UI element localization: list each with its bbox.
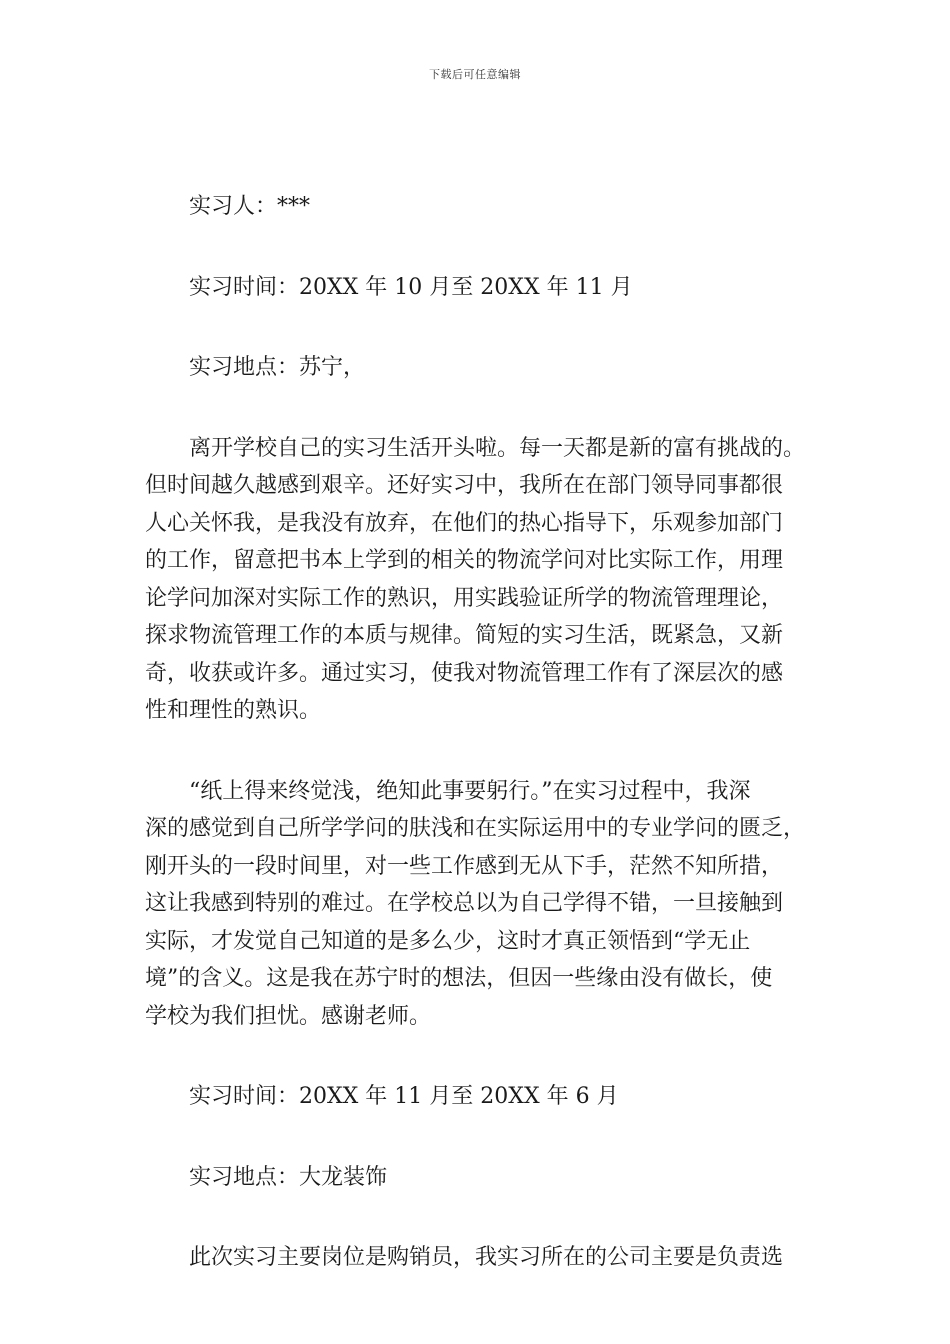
internship-time-line: 实习时间：20XX 年 10 月至 20XX 年 11 月	[189, 274, 633, 300]
paragraph-line: 实际，才发觉自己知道的是多么少，这时才真正领悟到“学无止	[145, 928, 751, 954]
internship-place-line-2: 实习地点：大龙装饰	[189, 1164, 388, 1190]
intern-line: 实习人：***	[189, 194, 311, 219]
paragraph-line: 人心关怀我，是我没有放弃，在他们的热心指导下，乐观参加部门	[145, 510, 784, 536]
paragraph-line: 这让我感到特别的难过。在学校总以为自己学得不错，一旦接触到	[145, 891, 784, 916]
paragraph-line: 奇，收获或许多。通过实习，使我对物流管理工作有了深层次的感	[145, 660, 784, 686]
page-header: 下载后可任意编辑	[429, 68, 521, 81]
paragraph-line: 离开学校自己的实习生活开头啦。每一天都是新的富有挑战的。	[189, 435, 806, 461]
internship-place-line: 实习地点：苏宁，	[189, 355, 366, 380]
paragraph-line: 境”的含义。这是我在苏宁时的想法，但因一些缘由没有做长，使	[145, 966, 773, 991]
paragraph-line: “纸上得来终觉浅，绝知此事要躬行。”在实习过程中，我深	[189, 778, 751, 804]
paragraph-line: 此次实习主要岗位是购销员，我实习所在的公司主要是负责选	[189, 1245, 784, 1270]
paragraph-line: 但时间越久越感到艰辛。还好实习中，我所在在部门领导同事都很	[145, 473, 784, 498]
document-body	[145, 188, 820, 1320]
paragraph-line: 性和理性的熟识。	[145, 698, 322, 723]
paragraph-reflection	[145, 773, 820, 1036]
internship-time-line-2: 实习时间：20XX 年 11 月至 20XX 年 6 月	[189, 1084, 619, 1109]
paragraph-line: 的工作，留意把书本上学到的相关的物流学问对比实际工作，用理	[145, 548, 784, 573]
paragraph-line: 刚开头的一段时间里，对一些工作感到无从下手，茫然不知所措，	[145, 853, 784, 879]
paragraph-suning-experience	[145, 430, 820, 730]
paragraph-line: 学校为我们担忧。感谢老师。	[145, 1003, 432, 1029]
paragraph-dalong-experience	[145, 1239, 820, 1277]
paragraph-line: 探求物流管理工作的本质与规律。简短的实习生活，既紧急，又新	[145, 623, 784, 648]
paragraph-line: 论学问加深对实际工作的熟识，用实践验证所学的物流管理理论，	[145, 585, 784, 611]
paragraph-line: 深的感觉到自己所学学问的肤浅和在实际运用中的专业学问的匮乏，	[145, 816, 806, 841]
